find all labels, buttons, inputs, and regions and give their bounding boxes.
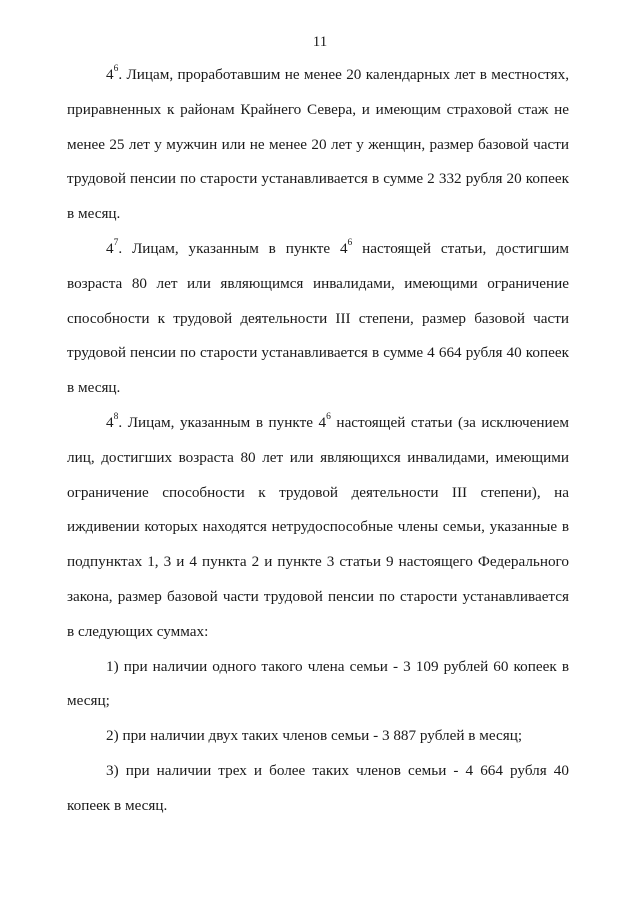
clause-superscript: 7 — [113, 237, 119, 248]
clause-number: 4 — [106, 413, 114, 431]
list-item-2: 2) при наличии двух таких членов семьи - 3 887 рублей в месяц; — [106, 727, 523, 745]
reference-superscript: 6 — [326, 411, 331, 422]
page-number: 11 — [312, 34, 328, 50]
paragraph-text-part-b: настоящей статьи (за исключением лиц, достигших возраста 80 лет или являющихся инвалидами, имеющими ограничение способности к трудовой деятельности III степени), на иждивении которых находятся нетрудоспособные члены семьи, указанные в подпунктах 1, 3 и 4 пункта 2 и пункте 3 статьи 9 настоящего Федерального закона, размер базовой части трудовой пенсии по старости устанавливается в следующих суммах: — [67, 413, 569, 640]
paragraph-4-8 — [67, 406, 569, 650]
clause-number: 4 — [106, 66, 114, 83]
paragraph-text: . Лицам, проработавшим не менее 20 календарных лет в местностях, приравненных к районам Крайнего Севера, и имеющим страховой стаж не менее 25 лет у мужчин или не менее 20 лет у женщин, размер базовой части трудовой пенсии по старости устанавливается в сумме 2 332 рубля 20 копеек в месяц. — [67, 66, 569, 223]
list-item-1: 1) при наличии одного такого члена семьи - 3 109 рублей 60 копеек в месяц; — [67, 657, 569, 710]
paragraph-4-7 — [67, 232, 569, 406]
document-body — [67, 58, 569, 824]
paragraph-text-part-a: . Лицам, указанным в пункте 4 — [118, 413, 327, 431]
reference-superscript: 6 — [347, 237, 353, 248]
clause-number: 4 — [106, 239, 114, 257]
clause-superscript: 8 — [113, 411, 119, 422]
clause-superscript: 6 — [113, 63, 119, 74]
list-item-3: 3) при наличии трех и более таких членов семьи - 4 664 рубля 40 копеек в месяц. — [67, 761, 569, 814]
paragraph-text-part-a: . Лицам, указанным в пункте 4 — [118, 239, 348, 257]
paragraph-4-6 — [67, 58, 569, 232]
paragraph-text-part-b: настоящей статьи, достигшим возраста 80 лет или являющимся инвалидами, имеющими ограничение способности к трудовой деятельности III степени, размер базовой части трудовой пенсии по старости устанавливается в сумме 4 664 рубля 40 копеек в месяц. — [67, 239, 570, 397]
